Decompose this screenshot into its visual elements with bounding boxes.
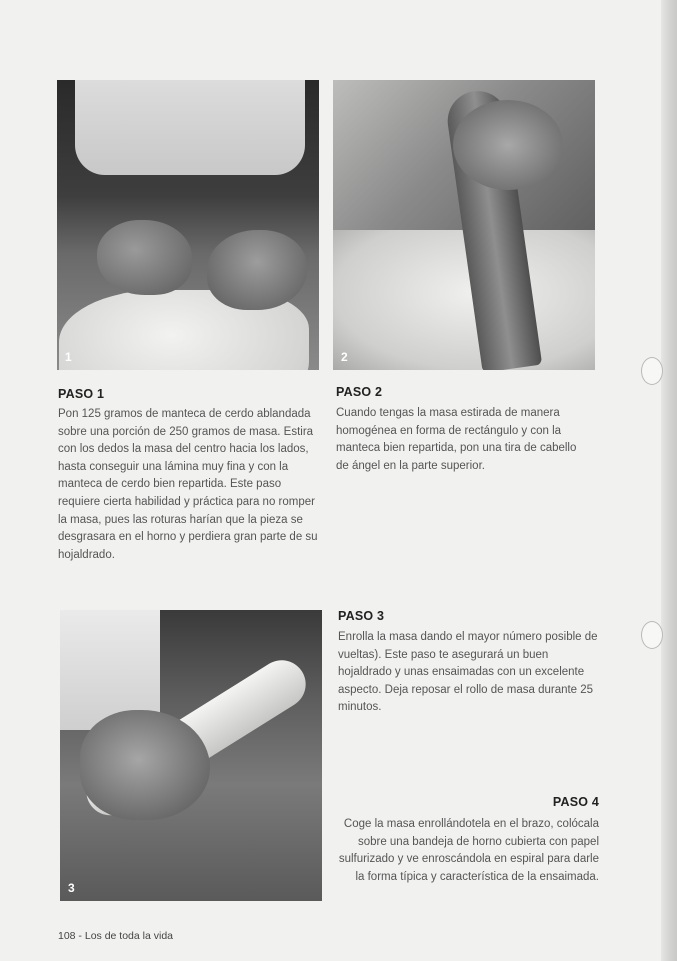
page-footer: 108 - Los de toda la vida xyxy=(58,930,173,942)
step-3-text: Enrolla la masa dando el mayor número posible de vueltas). Este paso te asegurará un buen hojaldrado y unas ensaimadas con un excelente aspecto. Deja reposar el rollo de masa durante 25 minutos. xyxy=(338,631,598,714)
photo-shape xyxy=(207,230,307,310)
step-1-text: Pon 125 gramos de manteca de cerdo ablandada sobre una porción de 250 gramos de masa. Estira con los dedos la masa del centro hacia los lados, hasta conseguir una lámina muy fina y con la manteca de cerdo bien repartida. Este paso requiere cierta habilidad y práctica para no romper la masa, pues las roturas harían que la pieza se desgrasara en el horno y perdiera gran parte de su hojaldrado. xyxy=(58,408,318,561)
page-edge xyxy=(661,0,677,961)
photo-shape xyxy=(80,710,210,820)
step-2-title: PASO 2 xyxy=(336,385,383,399)
binder-hole xyxy=(641,357,663,385)
photo-number: 2 xyxy=(341,350,348,364)
photo-shape xyxy=(75,80,305,175)
step-1-photo xyxy=(57,80,319,370)
photo-shape xyxy=(333,230,595,370)
step-4-title: PASO 4 xyxy=(552,795,599,809)
step-3-photo xyxy=(60,610,322,901)
photo-shape xyxy=(97,220,192,295)
photo-shape xyxy=(453,100,563,190)
step-4-text: Coge la masa enrollándotela en el brazo, colócala sobre una bandeja de horno cubierta con papel sulfurizado y ve enroscándola en espiral para darle la forma típica y característica de la ensaimada. xyxy=(338,818,599,883)
step-2-photo xyxy=(333,80,595,370)
step-2-text: Cuando tengas la masa estirada de manera homogénea en forma de rectángulo y con la manteca bien repartida, pon una tira de cabello de ángel en la parte superior. xyxy=(336,407,577,472)
step-3-title: PASO 3 xyxy=(338,609,385,623)
photo-number: 3 xyxy=(68,881,75,895)
step-1-title: PASO 1 xyxy=(58,387,105,401)
binder-hole xyxy=(641,621,663,649)
photo-number: 1 xyxy=(65,350,72,364)
